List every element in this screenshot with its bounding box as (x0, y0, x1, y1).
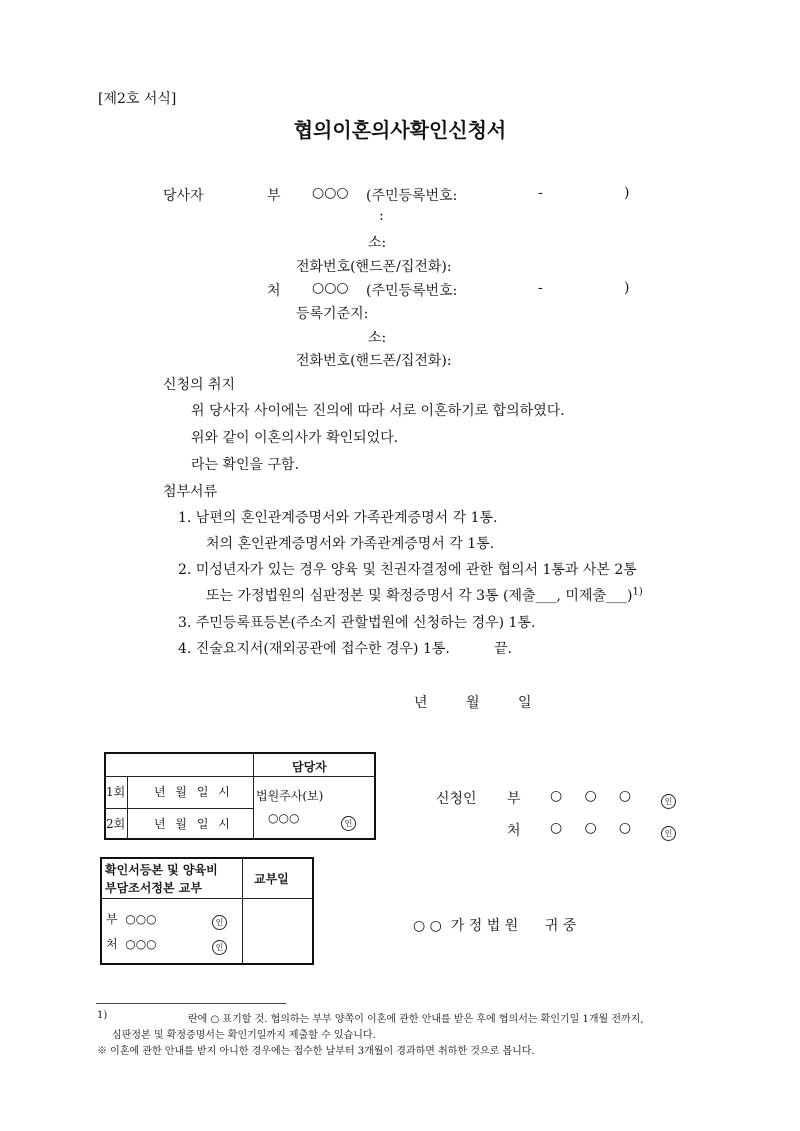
attachment-item: 1. 남편의 혼인관계증명서와 가족관계증명서 각 1통. (178, 510, 498, 526)
footnote-text: ※ 이혼에 관한 안내를 받지 아니한 경우에는 접수한 날부터 3개월이 경과하면 취하한 것으로 봅니다. (97, 1046, 535, 1057)
purpose-heading: 신청의 취지 (163, 377, 236, 393)
seal-icon: 인 (661, 794, 676, 809)
date-month-label: 월 (466, 695, 480, 711)
footnote-text: 란에 ○ 표기할 것. 협의하는 부부 양쪽이 이혼에 관한 안내를 받은 후에 협의서는 확인기일 1개월 전까지, (188, 1014, 644, 1025)
attachment-item: 4. 진술요지서(재외공관에 접수한 경우) 1통. (178, 641, 450, 657)
seal-icon: 인 (661, 826, 676, 841)
wife-name: ○○○ (312, 280, 349, 296)
end-mark: 끝. (494, 641, 512, 657)
date-year-label: 년 (414, 695, 428, 711)
wife-address-label: 소: (368, 330, 387, 346)
seal-icon: 인 (212, 915, 227, 930)
footnote-text: 심판정본 및 확정증명서는 확인기일까지 제출할 수 있습니다. (112, 1030, 376, 1041)
attachment-item: 3. 주민등록표등본(주소지 관할법원에 신청하는 경우) 1통. (178, 615, 536, 631)
round-2-datetime: 년 월 일 시 (154, 817, 230, 831)
copy-wife: 처 ○○○ (106, 937, 157, 951)
copy-header-line: 부담조서정본 교부 (105, 881, 202, 895)
wife-registry-label: 등록기준지: (296, 306, 369, 322)
attachments-heading: 첨부서류 (163, 484, 218, 500)
attachment-item: 처의 혼인관계증명서와 가족관계증명서 각 1통. (206, 536, 495, 552)
parties-label: 당사자 (163, 188, 204, 204)
purpose-line: 위와 같이 이혼의사가 확인되었다. (191, 430, 399, 446)
attachment-item (206, 585, 643, 605)
seal-icon: 인 (341, 816, 356, 831)
husband-phone-label: 전화번호(핸드폰/집전화): (296, 259, 452, 275)
court-addressee: ○ ○ 가 정 법 원 귀 중 (413, 918, 577, 934)
date-day-label: 일 (518, 695, 532, 711)
applicant-wife-name: ○ ○ ○ (550, 820, 632, 836)
purpose-line: 라는 확인을 구함. (191, 457, 300, 473)
round-2-label: 2회 (106, 817, 126, 831)
official-title: 법원주사(보) (256, 789, 324, 803)
form-number: [제2호 서식] (98, 91, 177, 107)
husband-rrn-label: (주민등록번호: (366, 188, 458, 204)
applicant-label: 신청인 (436, 791, 477, 807)
wife-rrn-close: ) (624, 280, 630, 296)
applicant-husband-name: ○ ○ ○ (550, 788, 632, 804)
husband-rrn-close: ) (624, 185, 630, 201)
copy-husband: 부 ○○○ (106, 912, 157, 926)
husband-name: ○○○ (312, 185, 349, 201)
attachment-item-text: 또는 가정법원의 심판정본 및 확정증명서 각 3통 (제출___, 미제출___) (206, 588, 633, 604)
applicant-wife-role: 처 (507, 823, 521, 839)
applicant-husband-role: 부 (507, 791, 521, 807)
round-1-datetime: 년 월 일 시 (154, 785, 230, 799)
purpose-line: 위 당사자 사이에는 진의에 따라 서로 이혼하기로 합의하였다. (191, 403, 565, 419)
husband-rrn-dash: - (538, 185, 543, 201)
wife-rrn-label: (주민등록번호: (366, 283, 458, 299)
footnote-mark: 1) (97, 1010, 108, 1021)
husband-colon-line: : (379, 208, 384, 224)
copy-header-line: 확인서등본 및 양육비 (105, 863, 218, 877)
wife-rrn-dash: - (538, 280, 543, 296)
official-name: ○○○ (268, 811, 300, 825)
wife-phone-label: 전화번호(핸드폰/집전화): (296, 353, 452, 369)
staff-header: 담당자 (292, 760, 327, 774)
round-1-label: 1회 (106, 785, 126, 799)
husband-role: 부 (267, 188, 281, 204)
wife-role: 처 (267, 283, 281, 299)
husband-address-label: 소: (368, 235, 387, 251)
page-title: 협의이혼의사확인신청서 (293, 118, 507, 142)
delivery-date-header: 교부일 (254, 872, 289, 886)
attachment-item: 2. 미성년자가 있는 경우 양육 및 친권자결정에 관한 협의서 1통과 사본 2통 (178, 562, 637, 578)
seal-icon: 인 (212, 940, 227, 955)
footnote-ref: 1) (632, 586, 643, 598)
